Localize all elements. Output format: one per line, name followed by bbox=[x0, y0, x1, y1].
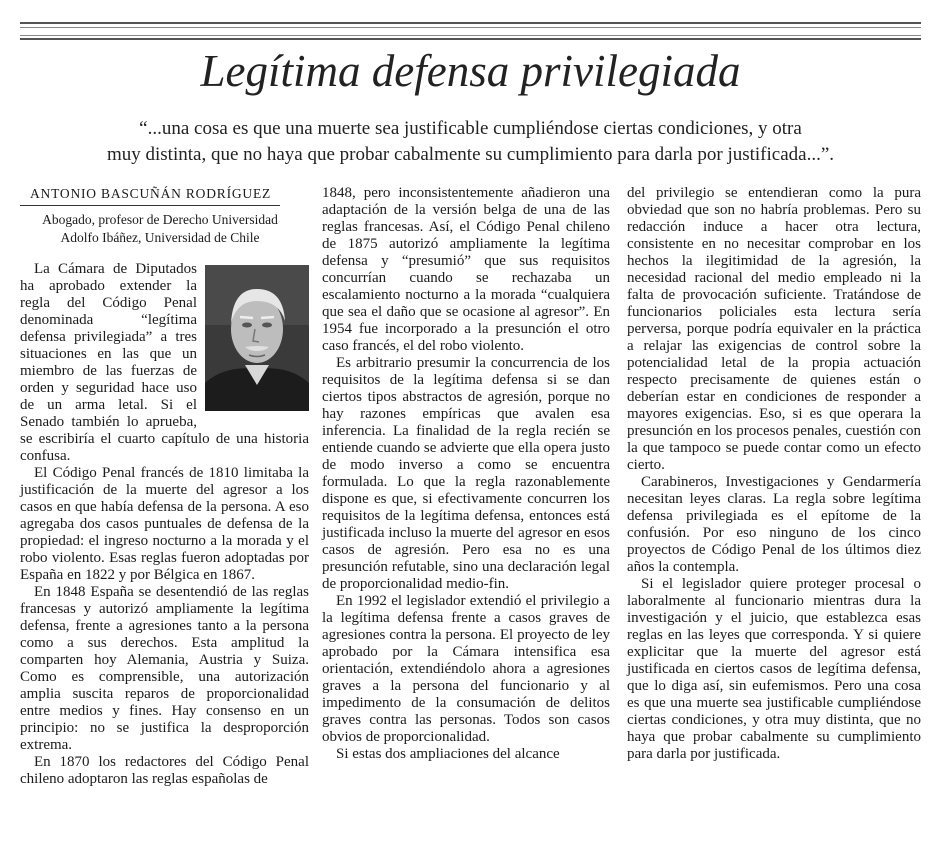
byline-rule bbox=[20, 205, 280, 206]
portrait-icon bbox=[205, 265, 309, 411]
article-column-1 bbox=[20, 185, 309, 788]
bio-line: Adolfo Ibáñez, Universidad de Chile bbox=[60, 230, 260, 245]
author-name: ANTONIO BASCUÑÁN RODRÍGUEZ bbox=[30, 186, 272, 201]
paragraph: 1848, pero inconsistentemente añadieron una adaptación de la versión belga de una de las reglas francesas. Así, el Código Penal chileno de 1875 autorizó ampliamente la legítima defensa y “presumió” que sus requisitos concurrían cuando se rechazaba un escalamiento nocturno a la morada “cualquiera que sea el daño que se ocasione al agresor”. En 1954 fue incorporado a la presunción el otro caso francés, el del robo violento. bbox=[322, 185, 610, 354]
paragraph: En 1992 el legislador extendió el privilegio a la legítima defensa frente a casos graves de agresiones contra la persona. El proyecto de ley aprobado por la Cámara intensifica esa orientación, extendiéndolo ahora a agresiones graves a la persona del funcionario y al impedimento de la consumación de delitos graves contra las personas. Todos son casos obvios de proporcionalidad. bbox=[322, 593, 610, 745]
paragraph: del privilegio se entendieran como la pura obviedad que son no habría problemas. Pero su redacción induce a hacer otra lectura, consistente en no necesitar comprobar en los hechos la ilegitimidad de la agresión, la necesidad racional del medio empleado ni la falta de provocación suficiente. Tratándose de funcionarios policiales esta lectura sería perversa, porque podría equivaler en la práctica a relajar las exigencias de control sobre la potencialidad letal de la propia actuación respecto precisamente de quienes están o deberían estar en condiciones de responder a mayores exigencias. Eso, si es que operara la presunción en los procesos penales, cuestión con la que tampoco se puede contar como un efecto cierto. bbox=[627, 185, 921, 473]
paragraph: En 1848 España se desentendió de las reglas francesas y autorizó ampliamente la legítima defensa, frente a agresiones tanto a la persona como a sus derechos. Esta amplitud la comparten hoy Alemania, Austria y Suiza. Como es comprensible, una autorización amplia suscita reparos de proporcionalidad entre medios y fines. Hay consenso en un principio: no se justifica la desproporción extrema. bbox=[20, 584, 309, 753]
article-column-3 bbox=[627, 185, 921, 763]
header-rule-thin bbox=[20, 27, 921, 28]
article-column-2 bbox=[322, 185, 610, 763]
header-rule-top bbox=[20, 22, 921, 24]
paragraph: Carabineros, Investigaciones y Gendarmería necesitan leyes claras. La regla sobre legítima defensa privilegiada es el epítome de la confusión. Por eso ninguno de los cinco proyectos de Código Penal de los últimos diez años la contempla. bbox=[627, 474, 921, 575]
author-photo bbox=[205, 265, 309, 411]
paragraph: El Código Penal francés de 1810 limitaba la justificación de la muerte del agresor a los casos en que había defensa de la persona. A eso agregaba dos casos puntuales de defensa de la propiedad: el ingreso nocturno a la morada y el robo violento. Esas reglas fueron adoptadas por España en 1822 y por Bélgica en 1867. bbox=[20, 465, 309, 583]
paragraph: Si el legislador quiere proteger procesal o laboralmente al funcionario mientras dura la investigación y el juicio, que establezca esas reglas en las leyes que corresponda. Y si quiere explicitar que la muerte del agresor está justificada en ciertos casos de legítima defensa, que lo diga así, sin eufemismos. Pero una cosa es que una muerte sea justificable cumpliéndose ciertas condiciones, y otra muy distinta, que no haya que probar cabalmente su cumplimiento para darla por justificada. bbox=[627, 576, 921, 762]
deck-line: “...una cosa es que una muerte sea justificable cumpliéndose ciertas condiciones, y otra bbox=[139, 118, 802, 139]
paragraph: Es arbitrario presumir la concurrencia de los requisitos de la legítima defensa si se dan ciertos tipos abstractos de agresión, porque no hay razones empíricas que avalen esa inferencia. La finalidad de la regla recién se entiende cuando se advierte que ella opera justo de modo inverso a como se encuentra formulada. Lo que la regla razonablemente dispone es que, si efectivamente concurren los requisitos de la legítima defensa, entonces está justificada incluso la muerte del agresor en esos casos de agresión. Pero esa no es una presunción refutable, sino una declaración legal de proporcionalidad medio-fin. bbox=[322, 355, 610, 592]
deck-line: muy distinta, que no haya que probar cabalmente su cumplimiento para darla por justificada...”. bbox=[106, 144, 835, 165]
article-title: Legítima defensa privilegiada bbox=[200, 46, 741, 96]
header-rule-thin-lower bbox=[20, 35, 921, 36]
header-rule-bottom bbox=[20, 38, 921, 40]
paragraph: La Cámara de Diputados ha aprobado extender la regla del Código Penal denominada “legítima defensa privilegiada” a tres situaciones en las que un miembro de las fuerzas de orden y seguridad hace uso de un arma letal. Si el Senado también lo aprueba, se escribiría el cuarto capítulo de una historia confusa. bbox=[20, 261, 309, 464]
paragraph-with-photo bbox=[20, 261, 309, 465]
paragraph: En 1870 los redactores del Código Penal chileno adoptaron las reglas españolas de bbox=[20, 754, 309, 787]
paragraph: Si estas dos ampliaciones del alcance bbox=[336, 746, 560, 762]
bio-line: Abogado, profesor de Derecho Universidad bbox=[42, 212, 278, 227]
author-bio bbox=[20, 211, 300, 247]
article-deck bbox=[20, 116, 921, 168]
